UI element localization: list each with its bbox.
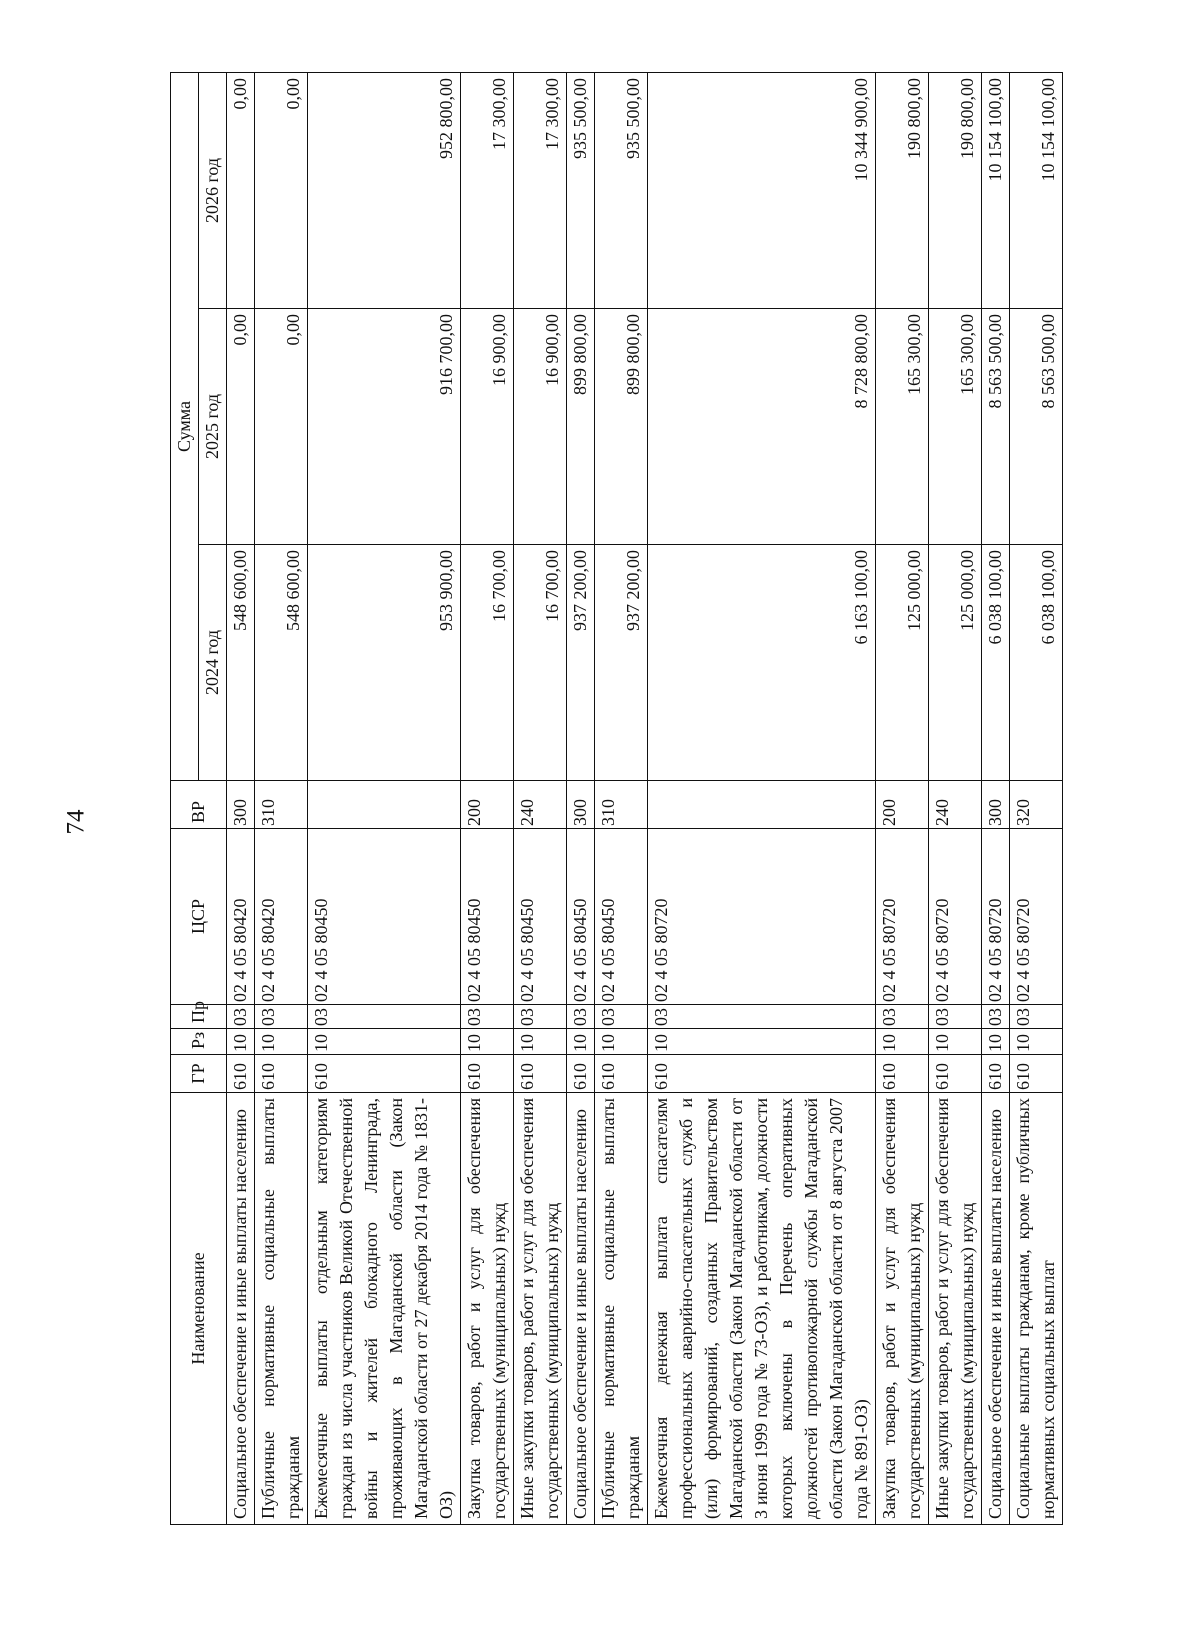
cell-gr: 610 [982, 1055, 1010, 1093]
cell-name: Социальное обеспечение и иные выплаты населению [982, 1093, 1010, 1525]
cell-pr: 03 [982, 1005, 1010, 1029]
cell-sum-2025: 899 800,00 [595, 309, 648, 545]
cell-pr: 03 [461, 1005, 514, 1029]
cell-sum-2024: 953 900,00 [308, 545, 461, 781]
cell-pr: 03 [567, 1005, 595, 1029]
table-row [876, 73, 929, 1525]
cell-csr: 02 4 05 80450 [595, 829, 648, 1005]
cell-vr: 200 [461, 781, 514, 829]
cell-sum-2026: 17 300,00 [461, 73, 514, 309]
table-row [514, 73, 567, 1525]
rotated-page-content [170, 73, 1058, 1525]
cell-sum-2026: 10 344 900,00 [648, 73, 876, 309]
cell-sum-2026: 952 800,00 [308, 73, 461, 309]
cell-csr: 02 4 05 80720 [1010, 829, 1063, 1005]
cell-sum-2026: 190 800,00 [929, 73, 982, 309]
cell-sum-2025: 16 900,00 [514, 309, 567, 545]
cell-vr: 240 [929, 781, 982, 829]
cell-sum-2026: 10 154 100,00 [982, 73, 1010, 309]
table-row [461, 73, 514, 1525]
header-gr: ГР [171, 1055, 227, 1093]
cell-name: Социальное обеспечение и иные выплаты населению [227, 1093, 255, 1525]
cell-rz: 10 [982, 1029, 1010, 1055]
table-row [982, 73, 1010, 1525]
cell-csr: 02 4 05 80420 [227, 829, 255, 1005]
header-csr: ЦСР [171, 829, 227, 1005]
cell-sum-2026: 0,00 [255, 73, 308, 309]
header-year-2025: 2025 год [199, 309, 227, 545]
cell-vr [308, 781, 461, 829]
cell-vr: 240 [514, 781, 567, 829]
cell-sum-2024: 125 000,00 [876, 545, 929, 781]
cell-csr: 02 4 05 80720 [648, 829, 876, 1005]
budget-table [170, 72, 1063, 1525]
cell-gr: 610 [1010, 1055, 1063, 1093]
header-pr: Пр [171, 1005, 227, 1029]
cell-rz: 10 [876, 1029, 929, 1055]
cell-sum-2024: 125 000,00 [929, 545, 982, 781]
cell-sum-2026: 190 800,00 [876, 73, 929, 309]
cell-sum-2025: 165 300,00 [876, 309, 929, 545]
cell-vr: 320 [1010, 781, 1063, 829]
cell-sum-2026: 10 154 100,00 [1010, 73, 1063, 309]
cell-pr: 03 [648, 1005, 876, 1029]
header-row-1 [171, 73, 199, 1525]
cell-sum-2026: 935 500,00 [595, 73, 648, 309]
cell-sum-2025: 8 563 500,00 [982, 309, 1010, 545]
cell-gr: 610 [255, 1055, 308, 1093]
header-rz: Рз [171, 1029, 227, 1055]
cell-gr: 610 [227, 1055, 255, 1093]
cell-sum-2026: 935 500,00 [567, 73, 595, 309]
cell-vr: 310 [255, 781, 308, 829]
cell-pr: 03 [876, 1005, 929, 1029]
cell-gr: 610 [514, 1055, 567, 1093]
cell-rz: 10 [227, 1029, 255, 1055]
cell-csr: 02 4 05 80450 [308, 829, 461, 1005]
table-row [929, 73, 982, 1525]
cell-gr: 610 [308, 1055, 461, 1093]
cell-csr: 02 4 05 80720 [982, 829, 1010, 1005]
cell-pr: 03 [227, 1005, 255, 1029]
cell-gr: 610 [876, 1055, 929, 1093]
cell-name: Публичные нормативные социальные выплаты гражданам [595, 1093, 648, 1525]
cell-sum-2024: 937 200,00 [567, 545, 595, 781]
cell-sum-2025: 0,00 [255, 309, 308, 545]
cell-pr: 03 [255, 1005, 308, 1029]
table-row [648, 73, 876, 1525]
cell-gr: 610 [567, 1055, 595, 1093]
cell-gr: 610 [595, 1055, 648, 1093]
cell-sum-2026: 0,00 [227, 73, 255, 309]
cell-name: Иные закупки товаров, работ и услуг для обеспечения государственных (муниципальных) нужд [514, 1093, 567, 1525]
table-body [227, 73, 1063, 1525]
cell-name: Социальные выплаты гражданам, кроме публичных нормативных социальных выплат [1010, 1093, 1063, 1525]
cell-rz: 10 [1010, 1029, 1063, 1055]
cell-sum-2024: 6 163 100,00 [648, 545, 876, 781]
table-row [308, 73, 461, 1525]
cell-name: Закупка товаров, работ и услуг для обеспечения государственных (муниципальных) нужд [876, 1093, 929, 1525]
cell-rz: 10 [255, 1029, 308, 1055]
cell-sum-2024: 6 038 100,00 [1010, 545, 1063, 781]
cell-sum-2024: 937 200,00 [595, 545, 648, 781]
cell-vr: 200 [876, 781, 929, 829]
cell-pr: 03 [595, 1005, 648, 1029]
cell-name: Иные закупки товаров, работ и услуг для обеспечения государственных (муниципальных) нужд [929, 1093, 982, 1525]
cell-name: Ежемесячные выплаты отдельным категориям граждан из числа участников Великой Отечественной войны и жителей блокадного Ленинграда, проживающих в Магаданской области (Закон Магаданской области от 27 декабря 2014 года № 1831-ОЗ) [308, 1093, 461, 1525]
header-vr: ВР [171, 781, 227, 829]
cell-sum-2025: 165 300,00 [929, 309, 982, 545]
cell-gr: 610 [461, 1055, 514, 1093]
cell-sum-2024: 6 038 100,00 [982, 545, 1010, 781]
cell-pr: 03 [929, 1005, 982, 1029]
cell-vr: 300 [567, 781, 595, 829]
cell-sum-2024: 16 700,00 [514, 545, 567, 781]
cell-csr: 02 4 05 80450 [514, 829, 567, 1005]
cell-sum-2025: 0,00 [227, 309, 255, 545]
cell-csr: 02 4 05 80450 [461, 829, 514, 1005]
table-row [255, 73, 308, 1525]
cell-name: Ежемесячная денежная выплата спасателям профессиональных аварийно-спасательных служб и (или) формирований, созданных Правительством Магаданской области (Закон Магаданской области от 3 июня 1999 года № 73-ОЗ), и работникам, должности которых включены в Перечень оперативных должностей противопожарной службы Магаданской области (Закон Магаданской области от 8 августа 2007 года № 891-ОЗ) [648, 1093, 876, 1525]
cell-rz: 10 [648, 1029, 876, 1055]
cell-gr: 610 [929, 1055, 982, 1093]
cell-sum-2025: 8 728 800,00 [648, 309, 876, 545]
table-row [595, 73, 648, 1525]
header-year-2024: 2024 год [199, 545, 227, 781]
cell-sum-2026: 17 300,00 [514, 73, 567, 309]
cell-rz: 10 [514, 1029, 567, 1055]
cell-pr: 03 [1010, 1005, 1063, 1029]
header-name: Наименование [171, 1093, 227, 1525]
cell-csr: 02 4 05 80420 [255, 829, 308, 1005]
cell-rz: 10 [567, 1029, 595, 1055]
cell-vr: 300 [227, 781, 255, 829]
cell-name: Социальное обеспечение и иные выплаты населению [567, 1093, 595, 1525]
cell-csr: 02 4 05 80720 [929, 829, 982, 1005]
cell-rz: 10 [929, 1029, 982, 1055]
cell-sum-2025: 8 563 500,00 [1010, 309, 1063, 545]
cell-sum-2025: 916 700,00 [308, 309, 461, 545]
cell-sum-2025: 899 800,00 [567, 309, 595, 545]
cell-vr: 300 [982, 781, 1010, 829]
table-row [1010, 73, 1063, 1525]
cell-sum-2024: 548 600,00 [227, 545, 255, 781]
cell-rz: 10 [461, 1029, 514, 1055]
header-year-2026: 2026 год [199, 73, 227, 309]
page-number: 74 [62, 809, 90, 835]
cell-pr: 03 [514, 1005, 567, 1029]
cell-sum-2024: 16 700,00 [461, 545, 514, 781]
cell-rz: 10 [308, 1029, 461, 1055]
cell-csr: 02 4 05 80450 [567, 829, 595, 1005]
cell-gr: 610 [648, 1055, 876, 1093]
cell-vr: 310 [595, 781, 648, 829]
cell-rz: 10 [595, 1029, 648, 1055]
cell-name: Публичные нормативные социальные выплаты гражданам [255, 1093, 308, 1525]
cell-name: Закупка товаров, работ и услуг для обеспечения государственных (муниципальных) нужд [461, 1093, 514, 1525]
cell-sum-2025: 16 900,00 [461, 309, 514, 545]
cell-csr: 02 4 05 80720 [876, 829, 929, 1005]
header-sum: Сумма [171, 73, 199, 781]
cell-pr: 03 [308, 1005, 461, 1029]
cell-sum-2024: 548 600,00 [255, 545, 308, 781]
table-row [567, 73, 595, 1525]
cell-vr [648, 781, 876, 829]
table-row [227, 73, 255, 1525]
